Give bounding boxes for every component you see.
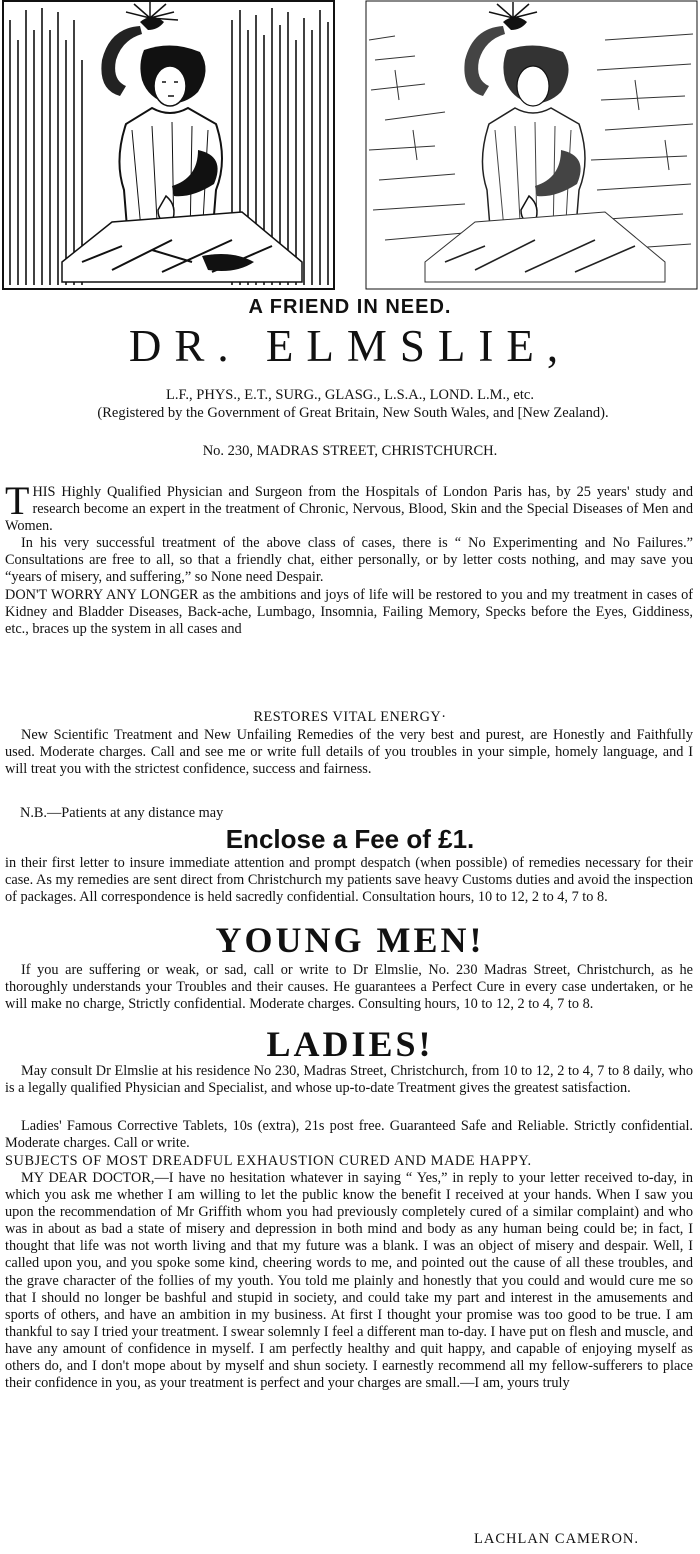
doctor-name-heading: DR. ELMSLIE, xyxy=(128,321,572,371)
experimenting-paragraph: In his very successful treatment of the above class of cases, there is “ No Experimenting and No Failures.” Consultations are free to all, so that a friendly chat, either personally, or by letter costs nothing, and may save you “years of misery, and suffering,” so None need Despair. xyxy=(5,535,693,586)
intro-paragraph xyxy=(5,478,693,535)
testimonial-signature: LACHLAN CAMERON. xyxy=(474,1531,640,1547)
ad-tagline: A FRIEND IN NEED. xyxy=(248,296,452,318)
credentials-line: L.F., PHYS., E.T., SURG., GLASG., L.S.A., LOND. L.M., etc. xyxy=(166,387,534,403)
woman-with-lamp-illustration-left xyxy=(2,0,335,290)
ladies-paragraph: May consult Dr Elmslie at his residence No 230, Madras Street, Christchurch, from 10 to 12, 2 to 4, 7 to 8 daily, who is a legally qualified Physician and Specialist, and whose up-to-date Treatment gives the greatest satisfaction. xyxy=(5,1063,693,1097)
intro-section xyxy=(5,478,693,638)
drop-cap: T xyxy=(5,478,30,523)
registration-line: (Registered by the Government of Great Britain, New South Wales, and [New Zealand). xyxy=(97,405,609,421)
restores-vital-energy-heading: RESTORES VITAL ENERGY· xyxy=(253,709,447,725)
testimonial-letter: MY DEAR DOCTOR,—I have no hesitation whatever in saying “ Yes,” in reply to your letter received to-day, in which you ask me whether I am willing to let the public know the benefit I received at your hands. When I saw you upon the recommendation of Mr Griffith whom you had previously completely cured of a similar complaint) and who was in about as bad a state of misery and depression in both mind and body as any human being could be; in fact, I thought that life was not worth living and that my future was a blank. I was an object of misery and despair. Well, I called upon you, and you spoke some kind, cheering words to me, and pointed out the cause of all these troubles, and the grave character of the follies of my youth. You told me plainly and honestly that you could and would cure me so that I should no longer be bashful and stupid in society, and could take my part and interest in the amusements and sports of others, and have an ambition in my business. At first I thought your promise was too good to be true. I am thankful to say I tried your treatment. I swear solemnly I feel a different man to-day. I have put on flesh and muscle, and have any amount of confidence in myself. I am perfectly healthy and quit happy, and capable of enjoying myself as others do, and I don't mope about by myself and shun society. I earnestly recommend all my fellow-sufferers to place their confidence in you, as your treatment is perfect and your charges are small.—I am, yours truly xyxy=(5,1170,694,1392)
first-letter-paragraph: in their first letter to insure immediate attention and prompt despatch (when possible) of remedies necessary for their case. As my remedies are sent direct from Christchurch my patients save heavy Customs duties and avoid the inspection of packages. All correspondence is held sacredly confidential. Consultation hours, 10 to 12, 2 to 4, 7 to 8. xyxy=(5,855,693,906)
ladies-heading: LADIES! xyxy=(266,1024,434,1064)
scientific-treatment-paragraph: New Scientific Treatment and New Unfailing Remedies of the very best and purest, are Honestly and Faithfully used. Moderate charges. Call and see me or write full details of you troubles in your simple, homely language, and I will treat you with the strictest confidence, success and fairness. xyxy=(5,727,693,778)
woman-with-lamp-illustration-right xyxy=(365,0,698,290)
fee-heading: Enclose a Fee of £1. xyxy=(225,824,475,854)
young-men-paragraph: If you are suffering or weak, or sad, call or write to Dr Elmslie, No. 230 Madras Street, Christchurch, as he thoroughly understands your Troubles and their causes. He guarantees a Perfect Cure in every case undertaken, or he will make no charge, Strictly confidential. Moderate charges. Consulting hours, 10 to 12, 2 to 4, 7 to 8. xyxy=(5,962,693,1013)
young-men-heading: YOUNG MEN! xyxy=(215,920,485,960)
intro-text: HIS Highly Qualified Physician and Surgeon from the Hospitals of London Paris has, by 25 years' study and research become an expert in the treatment of Chronic, Nervous, Blood, Skin and the Special Diseases of Men and Women. xyxy=(5,484,693,535)
testimonial-heading: SUBJECTS OF MOST DREADFUL EXHAUSTION CURED AND MADE HAPPY. xyxy=(5,1153,532,1169)
nb-line: N.B.—Patients at any distance may xyxy=(20,805,224,821)
tablets-paragraph: Ladies' Famous Corrective Tablets, 10s (extra), 21s post free. Guaranteed Safe and Reliable. Strictly confidential. Moderate charges. Call or write. xyxy=(5,1118,693,1152)
address-line: No. 230, MADRAS STREET, CHRISTCHURCH. xyxy=(202,443,498,459)
dont-worry-paragraph: DON'T WORRY ANY LONGER as the ambitions and joys of life will be restored to you and my treatment in cases of Kidney and Bladder Diseases, Back-ache, Lumbago, Insomnia, Failing Memory, Specks before the Eyes, Giddiness, etc., braces up the system in all cases and xyxy=(5,586,693,637)
